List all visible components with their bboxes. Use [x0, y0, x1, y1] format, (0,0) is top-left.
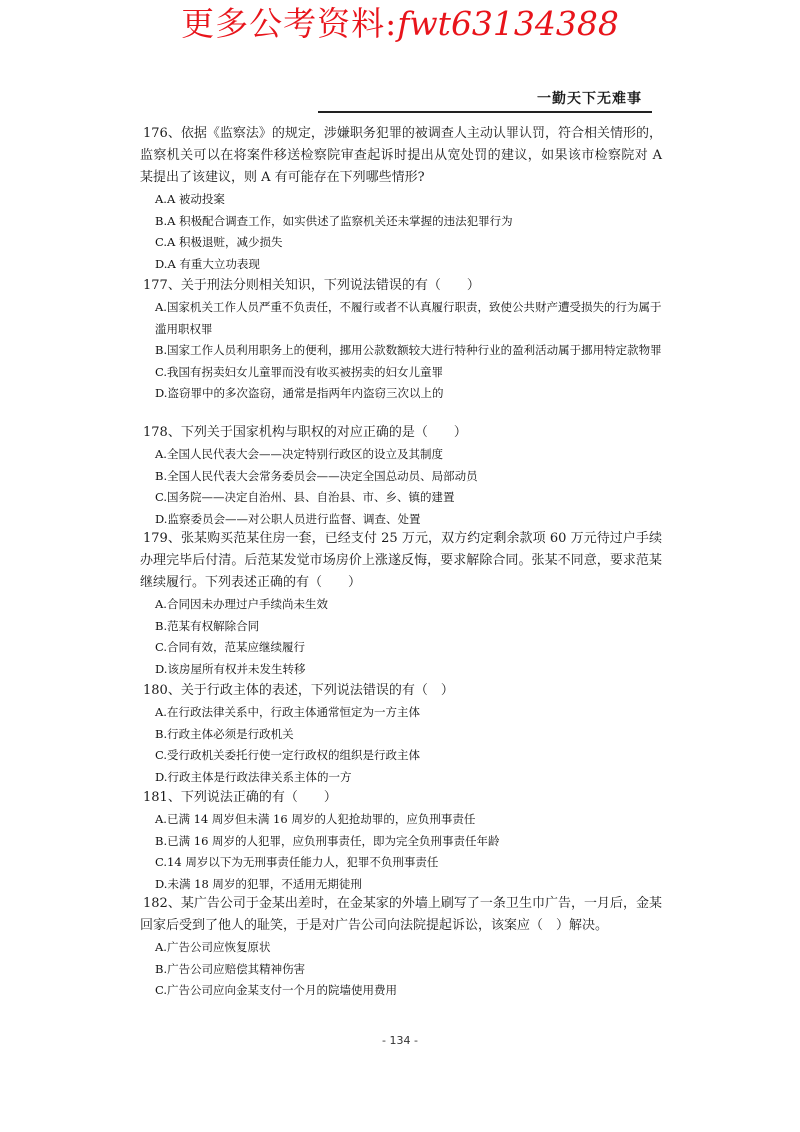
question-stem: 181、下列说法正确的有（ ） — [143, 790, 337, 805]
option-d: D.监察委员会——对公职人员进行监督、调查、处置 — [155, 511, 421, 526]
option-a: A.合同因未办理过户手续尚未生效 — [155, 597, 328, 611]
option-d: D.未满 18 周岁的犯罪，不适用无期徒刑 — [155, 876, 362, 891]
question-177 — [140, 275, 662, 405]
option-c: C.A 积极退赃，减少损失 — [155, 235, 283, 249]
option-a: A.广告公司应恢复原状 — [155, 940, 271, 954]
question-182 — [140, 893, 662, 1002]
option-b: B.行政主体必须是行政机关 — [155, 726, 294, 741]
question-stem: 179、张某购买范某住房一套，已经支付 25 万元，双方约定剩余款项 60 万元待过户手续办理完毕后付清。后范某发觉市场房价上涨遂反悔，要求解除合同。张某不同意，要求范某继续履行。下列表述正确的有（ ） — [140, 531, 662, 590]
question-stem: 178、下列关于国家机构与职权的对应正确的是（ ） — [143, 425, 467, 440]
option-b: B.范某有权解除合同 — [155, 618, 260, 633]
question-stem: 176、依据《监察法》的规定，涉嫌职务犯罪的被调查人主动认罪认罚，符合相关情形的，监察机关可以在将案件移送检察院审查起诉时提出从宽处罚的建议，如果该市检察院对 A 某提出了该建议，则 A 有可能存在下列哪些情形? — [140, 126, 662, 185]
option-c: C.受行政机关委托行使一定行政权的组织是行政主体 — [155, 748, 421, 762]
option-a: A.国家机关工作人员严重不负责任，不履行或者不认真履行职责，致使公共财产遭受损失的行为属于滥用职权罪 — [155, 300, 662, 336]
question-181 — [140, 787, 662, 895]
question-stem: 177、关于刑法分则相关知识，下列说法错误的有（ ） — [143, 278, 480, 293]
option-a: A.A 被动投案 — [155, 192, 225, 206]
watermark-banner — [0, 2, 800, 46]
option-b: B.已满 16 周岁的人犯罪，应负刑事责任，即为完全负刑事责任年龄 — [155, 833, 500, 848]
question-stem: 180、关于行政主体的表述，下列说法错误的有（ ） — [143, 683, 454, 698]
option-c: C.广告公司应向金某支付一个月的院墙使用费用 — [155, 983, 398, 997]
option-d: D.A 有重大立功表现 — [155, 256, 260, 271]
option-d: D.该房屋所有权并未发生转移 — [155, 661, 306, 676]
page-number: - 134 - — [382, 1034, 418, 1047]
question-179 — [140, 528, 662, 680]
option-a: A.在行政法律关系中，行政主体通常恒定为一方主体 — [155, 705, 420, 719]
option-d: D.行政主体是行政法律关系主体的一方 — [155, 769, 352, 784]
question-stem: 182、某广告公司于金某出差时，在金某家的外墙上刷写了一条卫生巾广告，一月后，金某回家后受到了他人的耻笑，于是对广告公司向法院提起诉讼，该案应（ ）解决。 — [140, 896, 662, 933]
question-176 — [140, 123, 662, 275]
option-c: C.我国有拐卖妇女儿童罪而没有收买被拐卖的妇女儿童罪 — [155, 364, 444, 379]
question-180 — [140, 680, 662, 788]
option-d: D.盗窃罪中的多次盗窃，通常是指两年内盗窃三次以上的 — [155, 386, 444, 400]
option-b: B.广告公司应赔偿其精神伤害 — [155, 961, 306, 976]
question-178 — [140, 422, 662, 530]
option-a: A.已满 14 周岁但未满 16 周岁的人犯抢劫罪的，应负刑事责任 — [155, 812, 476, 826]
watermark-en: fwt63134388 — [397, 4, 619, 43]
watermark-cn: 更多公考资料: — [181, 4, 398, 43]
option-c: C.合同有效，范某应继续履行 — [155, 640, 306, 654]
option-c: C.14 周岁以下为无刑事责任能力人，犯罪不负刑事责任 — [155, 855, 439, 869]
option-a: A.全国人民代表大会——决定特别行政区的设立及其制度 — [155, 447, 443, 461]
option-b: B.全国人民代表大会常务委员会——决定全国总动员、局部动员 — [155, 468, 478, 483]
option-c: C.国务院——决定自治州、县、自治县、市、乡、镇的建置 — [155, 490, 455, 504]
option-b: B.A 积极配合调查工作，如实供述了监察机关还未掌握的违法犯罪行为 — [155, 213, 513, 228]
option-b: B.国家工作人员利用职务上的便利，挪用公款数额较大进行特种行业的盈利活动属于挪用特定款物罪 — [155, 343, 662, 357]
header-rule — [318, 111, 652, 113]
page-header: 一勤天下无难事 — [537, 91, 642, 107]
